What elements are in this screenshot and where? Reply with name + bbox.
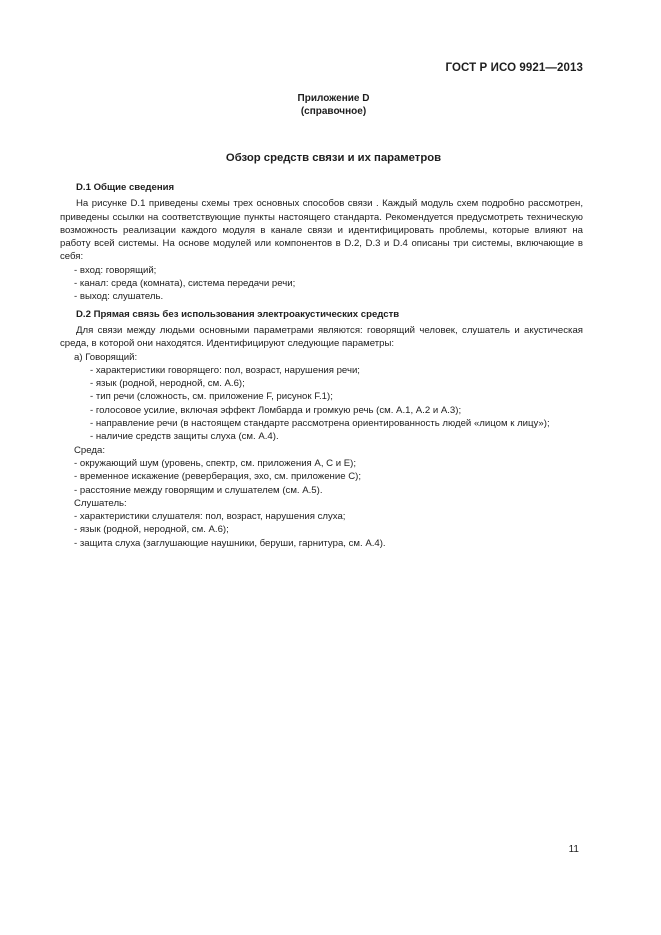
list-item: - временное искажение (реверберация, эхо, см. приложение С); [74,471,361,483]
list-item: - выход: слушатель. [74,291,164,303]
section-d2-heading: D.2 Прямая связь без использования электроакустических средств [76,308,400,320]
list-item: - язык (родной, неродной, см. А.6); [90,378,245,390]
list-item: - тип речи (сложность, см. приложение F, рисунок F.1); [90,391,333,403]
list-item: - защита слуха (заглушающие наушники, беруши, гарнитура, см. А.4). [74,537,386,549]
listener-label: Слушатель: [74,497,127,509]
section-d1-paragraph: На рисунке D.1 приведены схемы трех основных способов связи . Каждый модуль схем подробно рассмотрен, приведены ссылки на соответствующие пункты настоящего стандарта. Рекомендуется предусмотреть техническую возможность реализации каждого модуля в канале связи и идентифицировать проблемы, которые влияют на работу всей системы. На основе модулей или компонентов в D.2, D.3 и D.4 описаны три системы, включающие в себя: [60,198,583,263]
document-body [60,181,583,550]
annex-heading [0,92,661,118]
page-number: 11 [568,844,579,855]
list-item: - окружающий шум (уровень, спектр, см. приложения А, С и Е); [74,457,357,469]
list-item: - наличие средств защиты слуха (см. А.4). [90,431,279,443]
list-item: - характеристики говорящего: пол, возраст, нарушения речи; [90,364,360,376]
annex-note: (справочное) [300,106,367,117]
annex-title: Приложение D [297,93,370,104]
document-title: Обзор средств связи и их параметров [225,152,442,164]
section-d2-paragraph: Для связи между людьми основными параметрами являются: говорящий человек, слушатель и акустическая среда, в которой они находятся. Идентифицируют следующие параметры: [60,324,583,350]
environment-label: Среда: [74,444,105,456]
list-item: - расстояние между говорящим и слушателем (см. А.5). [74,484,323,496]
standard-number: ГОСТ Р ИСО 9921—2013 [445,62,583,74]
list-item: - вход: говорящий; [74,264,157,276]
list-item: - язык (родной, неродной, см. А.6); [74,524,229,536]
speaker-label: а) Говорящий: [74,351,138,363]
list-item: - характеристики слушателя: пол, возраст, нарушения слуха; [74,511,346,523]
list-item: - канал: среда (комната), система передачи речи; [74,278,296,290]
list-item: - направление речи (в настоящем стандарте рассмотрена ориентированность людей «лицом к лицу»); [90,418,550,430]
list-item: - голосовое усилие, включая эффект Ломбарда и громкую речь (см. А.1, А.2 и А.3); [90,404,462,416]
section-d1-heading: D.1 Общие сведения [76,182,175,193]
